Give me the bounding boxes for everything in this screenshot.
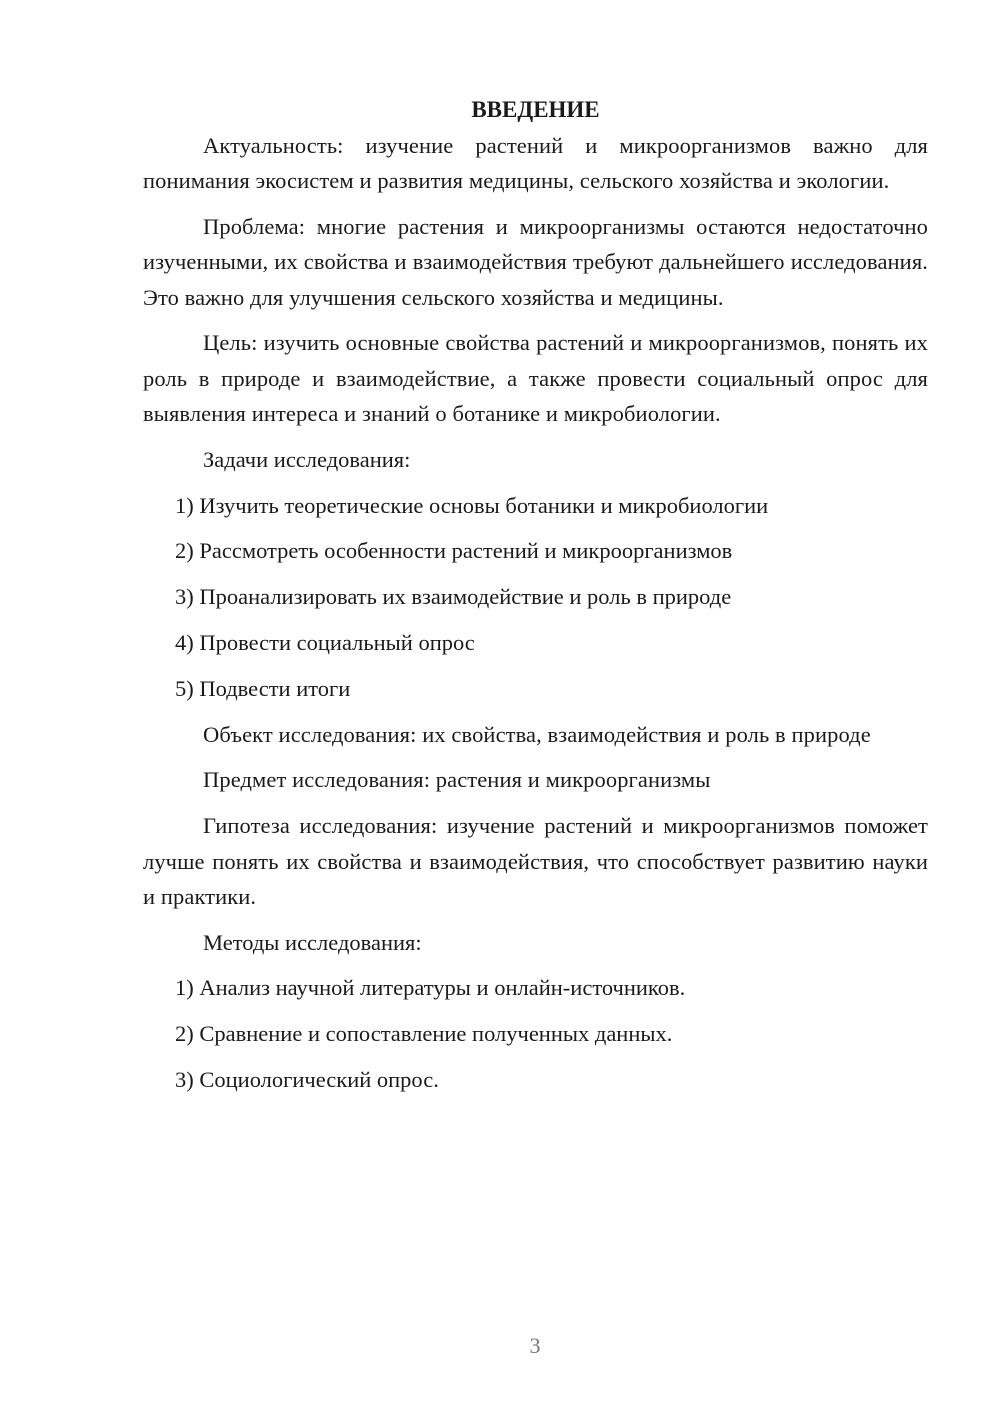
tasks-list (143, 488, 928, 706)
subject-paragraph: Предмет исследования: растения и микроорганизмы (203, 767, 711, 793)
task-item: 3) Проанализировать их взаимодействие и роль в природе (175, 584, 732, 610)
hypothesis-paragraph: Гипотеза исследования: изучение растений и микроорганизмов поможет лучше понять их свойства и взаимодействия, что способствует развитию науки и практики. (143, 813, 928, 909)
tasks-heading: Задачи исследования: (203, 446, 411, 472)
object-paragraph: Объект исследования: их свойства, взаимодействия и роль в природе (203, 721, 871, 747)
methods-heading: Методы исследования: (203, 929, 422, 955)
page-number: 3 (529, 1333, 541, 1358)
problem-paragraph: Проблема: многие растения и микроорганизмы остаются недостаточно изученными, их свойства и взаимодействия требуют дальнейшего исследования. Это важно для улучшения сельского хозяйства и медицины. (143, 214, 928, 310)
methods-list (143, 970, 928, 1097)
task-item: 4) Провести социальный опрос (175, 630, 475, 656)
section-title: ВВЕДЕНИЕ (471, 97, 600, 122)
method-item: 1) Анализ научной литературы и онлайн-источников. (175, 975, 686, 1001)
goal-paragraph: Цель: изучить основные свойства растений и микроорганизмов, понять их роль в природе и взаимодействие, а также провести социальный опрос для выявления интереса и знаний о ботанике и микробиологии. (143, 330, 928, 427)
relevance-paragraph: Актуальность: изучение растений и микроорганизмов важно для понимания экосистем и развития медицины, сельского хозяйства и экологии. (143, 133, 928, 194)
task-item: 1) Изучить теоретические основы ботаники и микробиологии (175, 492, 769, 518)
method-item: 2) Сравнение и сопоставление полученных данных. (175, 1021, 673, 1047)
method-item: 3) Социологический опрос. (175, 1067, 439, 1093)
document-page (143, 92, 928, 1108)
task-item: 2) Рассмотреть особенности растений и микроорганизмов (175, 538, 733, 564)
task-item: 5) Подвести итоги (175, 675, 351, 701)
